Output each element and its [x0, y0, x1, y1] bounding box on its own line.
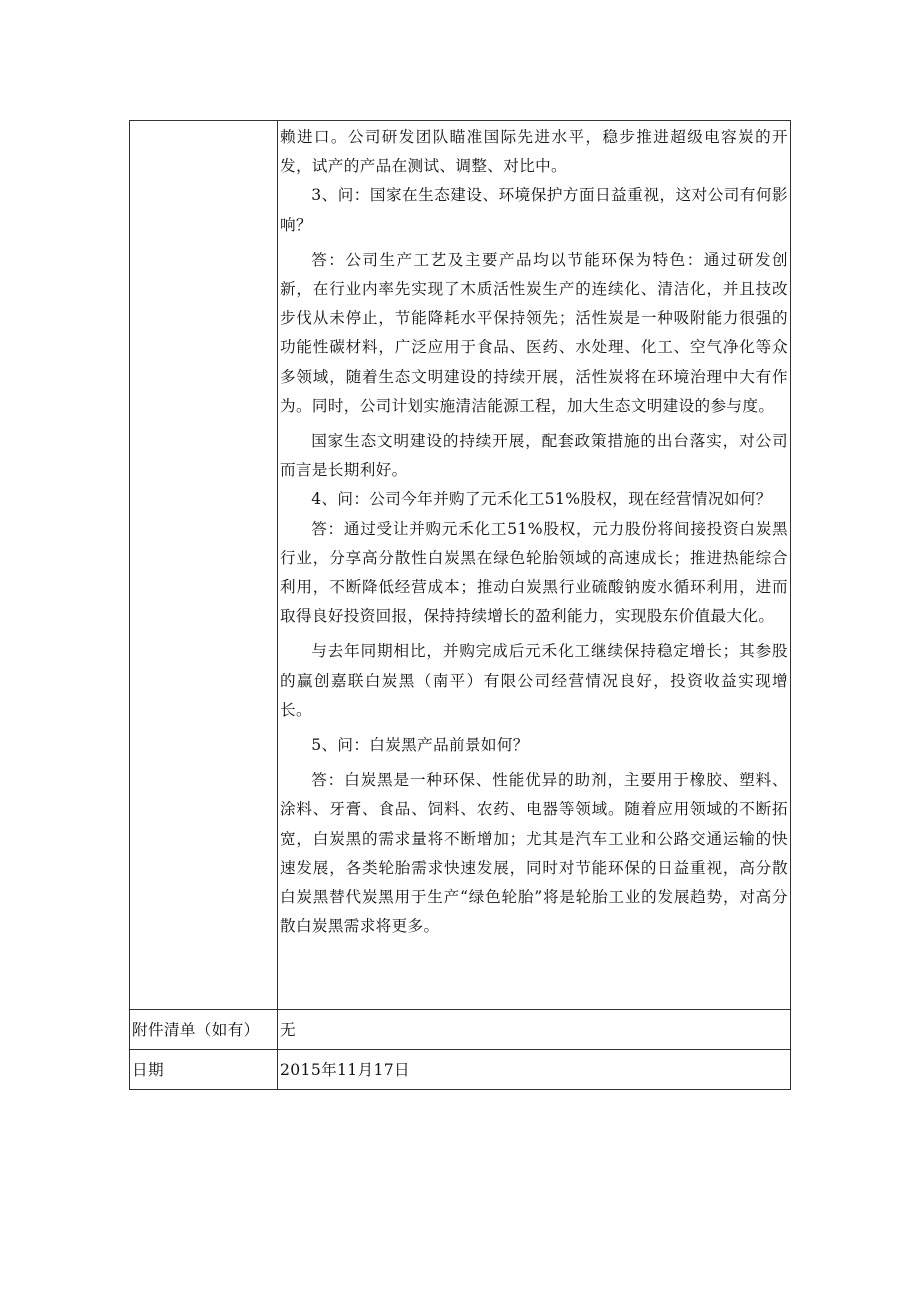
attachments-value: 无: [280, 1021, 296, 1039]
content-cell: [278, 121, 791, 1010]
attachments-label: 附件清单（如有）: [132, 1021, 260, 1039]
paragraph: 赖进口。公司研发团队瞄准国际先进水平，稳步推进超级电容炭的开发，试产的产品在测试、调整、对比中。: [280, 128, 788, 176]
paragraph: 5、问：白炭黑产品前景如何？: [311, 736, 529, 755]
paragraph: 4、问：公司今年并购了元禾化工51%股权，现在经营情况如何？: [311, 490, 772, 509]
paragraph: 3、问：国家在生态建设、环境保护方面日益重视，这对公司有何影响？: [280, 186, 788, 234]
paragraph: 与去年同期相比，并购完成后元禾化工继续保持稳定增长；其参股的赢创嘉联白炭黑（南平）有限公司经营情况良好，投资收益实现增长。: [280, 642, 788, 719]
date-label: 日期: [132, 1061, 164, 1079]
content-row: [130, 121, 791, 1010]
attachments-value-cell: [278, 1010, 791, 1050]
content-label-cell: [130, 121, 278, 1010]
content-text: [278, 121, 790, 941]
attachments-row: [130, 1010, 791, 1050]
date-value-cell: [278, 1050, 791, 1090]
date-label-cell: [130, 1050, 278, 1090]
attachments-label-cell: [130, 1010, 278, 1050]
paragraph: 答：白炭黑是一种环保、性能优异的助剂，主要用于橡胶、塑料、涂料、牙膏、食品、饲料、农药、电器等领域。随着应用领域的不断拓宽，白炭黑的需求量将不断增加；尤其是汽车工业和公路交通运输的快速发展，各类轮胎需求快速发展，同时对节能环保的日益重视，高分散白炭黑替代炭黑用于生产“绿色轮胎”将是轮胎工业的发展趋势，对高分散白炭黑需求将更多。: [280, 771, 788, 936]
paragraph: 答：通过受让并购元禾化工51%股权，元力股份将间接投资白炭黑行业，分享高分散性白炭黑在绿色轮胎领域的高速成长；推进热能综合利用，不断降低经营成本；推动白炭黑行业硫酸钠废水循环利用，进而取得良好投资回报，保持持续增长的盈利能力，实现股东价值最大化。: [280, 519, 788, 626]
date-row: [130, 1050, 791, 1090]
paragraph: 答：公司生产工艺及主要产品均以节能环保为特色：通过研发创新，在行业内率先实现了木质活性炭生产的连续化、清洁化，并且技改步伐从未停止，节能降耗水平保持领先；活性炭是一种吸附能力很强的功能性碳材料，广泛应用于食品、医药、水处理、化工、空气净化等众多领域，随着生态文明建设的持续开展，活性炭将在环境治理中大有作为。同时，公司计划实施清洁能源工程，加大生态文明建设的参与度。: [280, 250, 788, 415]
record-table: [129, 120, 791, 1090]
date-value: 2015年11月17日: [280, 1061, 411, 1079]
paragraph: 国家生态文明建设的持续开展，配套政策措施的出台落实，对公司而言是长期利好。: [280, 432, 788, 480]
